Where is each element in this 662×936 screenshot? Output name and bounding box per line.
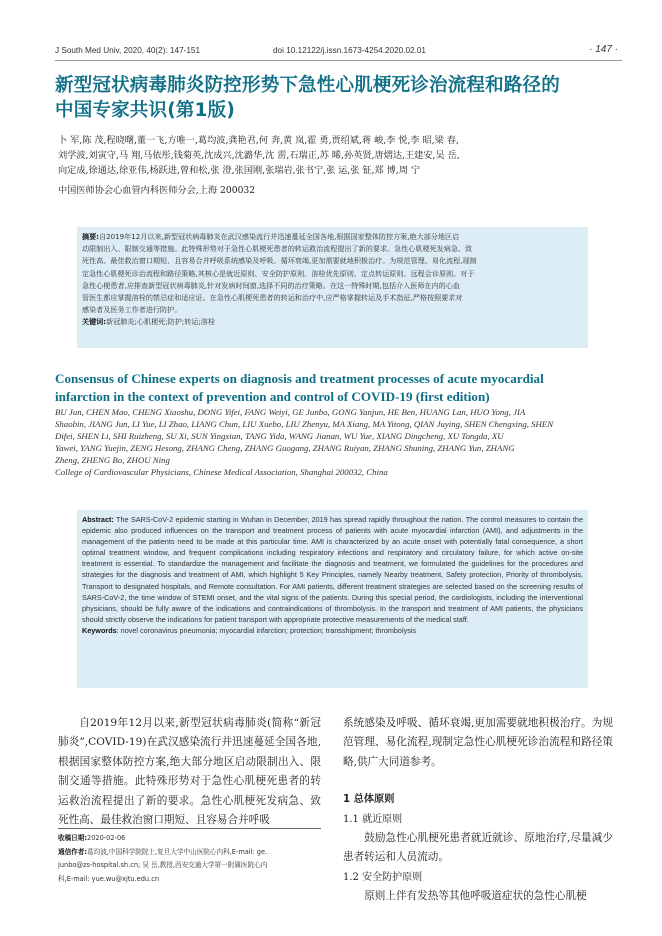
received-date: 2020-02-06 [87,834,126,842]
author-line: 刘学波,刘寅守,马 翔,马依彤,钱菊英,沈成兴,沈潞华,沈 雳,石瑞正,苏 晞,孙英贤,唐熠达,王建安,吴 岳, [58,150,460,161]
keywords-en-label: Keywords [82,625,117,635]
page-number: · 147 · [589,44,618,55]
abstract-en-label: Abstract: [82,515,114,524]
abstract-cn-box [77,227,588,348]
doi[interactable]: doi 10.12122/j.issn.1673-4254.2020.02.01 [273,46,426,55]
en-affiliation: College of Cardiovascular Physicians, Chinese Medical Association, Shanghai 200032, China [55,467,388,477]
body-paragraph: 鼓励急性心肌梗死患者就近就诊、原地治疗,尽量减少患者转运和人员流动。 [343,832,613,864]
author-line: BU Jun, CHEN Mao, CHENG Xiaoshu, DONG Yifei, FANG Weiyi, GE Junbo, GONG Yanjun, HE Ben, HUANG Lan, HUO Yong, JIA [55,407,526,417]
body-right-column [343,714,613,907]
section-heading: 1 总体原则 [343,794,395,806]
keywords-en: : novel coronavirus pneumonia; myocardial infarction; protection; transshipment; thrombolysis [116,625,417,635]
author-line: 向定成,徐通达,徐亚伟,杨跃进,曾和松,张 澄,张国刚,张瑞岩,张书宁,张 运,张 钲,郑 博,周 宁 [58,165,421,176]
author-line: 卜 军,陈 茂,程晓曙,董一飞,方唯一,葛均波,龚艳君,何 奔,黄 岚,霍 勇,贾绍斌,蒋 峻,李 悦,李 昭,梁 春, [58,135,459,146]
cn-title-line: 中国专家共识(第1版) [55,100,235,121]
author-line: Shaobin, JIANG Jun, LI Yue, LI Zhao, LIANG Chun, LIU Xuebo, LIU Zhenyu, MA Xiang, MA Yitong, QIAN Juying, SHEN Chengxing, SHEN [55,419,554,430]
body-left-column: 自2019年12月以来,新型冠状病毒肺炎(简称“新冠肺炎”,COVID-19)在武汉感染流行并迅速蔓延全国各地,根据国家整体防控方案,绝大部分地区启动限制出入、限制交通等措施。此特殊形势对于急性心肌梗死患者的转运救治流程提出了新的要求。急性心肌梗死发病急、致死性高、最佳救治窗口期短、且容易合并呼吸 [58,717,321,827]
subsection-heading: 1.2 安全防护原则 [343,871,423,883]
en-authors [55,406,627,466]
en-title-line: Consensus of Chinese experts on diagnosis and treatment processes of acute myocardial [55,371,544,386]
journal-citation: J South Med Univ, 2020, 40(2): 147-151 [55,46,201,55]
author-line: Yawei, YANG Yuejin, ZENG Hesong, ZHANG Cheng, ZHANG Guogang, ZHANG Ruiyan, ZHANG Shuning, ZHANG Yun, ZHANG [55,443,515,454]
en-title [55,370,625,406]
abstract-cn-line: 定急性心肌梗死诊治流程和路径策略,其核心是就近原则、安全防护原则、溶栓优先原则、定点转运原则、远程会诊原则。对于 [82,268,475,278]
cn-title-line: 新型冠状病毒肺炎防控形势下急性心肌梗死诊治流程和路径的 [55,75,560,96]
abstract-cn-label: 摘要: [82,232,100,241]
keywords-cn-label: 关键词: [82,317,107,327]
subsection-heading: 1.1 就近原则 [343,813,403,825]
author-line: Zheng, ZHENG Bo, ZHOU Ning [55,455,170,466]
footnote [58,832,321,886]
received-label: 收稿日期: [58,834,88,842]
abstract-en-box [77,510,588,688]
en-title-line: infarction in the context of prevention and control of COVID-19 (first edition) [55,389,490,404]
body-paragraph: 原则上伴有发热等其他呼吸道症状的急性心肌梗 [364,890,587,903]
cn-affiliation: 中国医师协会心血管内科医师分会,上海 200032 [58,185,256,196]
abstract-cn-line: 自2019年12月以来,新型冠状病毒肺炎在武汉感染流行并迅速蔓延全国各地,根据国家整体防控方案,绝大部分地区启 [99,232,460,241]
correspondence-line: 葛均波,中国科学院院士,复旦大学中山医院心内科,E-mail: ge. [87,847,268,856]
header-rule [55,60,622,61]
footnote-rule [58,828,321,829]
abstract-cn-line: 管医生都应掌握溶栓的禁忌症和适应证。在急性心肌梗死患者的转运和治疗中,应严格掌握转运及手术指征,严格按照要求对 [82,293,463,303]
abstract-en-text: The SARS-CoV-2 epidemic starting in Wuhan in December, 2019 has spread rapidly throughout the nation. The control measures to contain the epidemic also produced influences on the transport and treatment process of patients with acute myocardial infarction (AMI), and adjustments in the management of the patients need to be made at this particular time. AMI is characterized by an acute onset with potentially fatal consequence, a short optimal treatment window, and frequent complications including respiratory infections and respiratory and circulatory failure, for which active on-site treatment is essential. To standardize the management and facilitate the diagnosis and treatment, we formulated the guidelines for the procedures and strategies for the diagnosis and treatment of AMI, which highlight 5 Key Principles, namely Nearby treatment, Safety protection, Priority of thrombolysis, Transport to designated hospitals, and Remote consultation. For AMI patients, different treatment strategies are selected based on the screening results of SARS-CoV-2, the time window of STEMI onset, and the vital signs of the patients. During this special period, the cardiologists, including the interventional physicians, should be fully aware of the indications and contraindications of thrombolysis. In the transport and treatment of AMI patients, the physicians should strictly observe the indications for patient transport with appropriate protective measurements of the medical staff. [82,515,583,624]
body-paragraph: 系统感染及呼吸、循环衰竭,更加需要就地积极治疗。为规范管理、易化流程,现制定急性心肌梗死诊治流程和路径策略,供广大同道参考。 [343,717,613,768]
keywords-cn: 新冠肺炎;心肌梗死;防护;转运;溶栓 [106,317,215,327]
correspondence-line: 科,E-mail: yue.wu@xjtu.edu.cn [58,874,159,883]
abstract-cn-line: 急性心梗患者,应排查新型冠状病毒肺炎,针对发病时间窗,选择不同的治疗策略。在这一特殊时期,包括介入医师在内的心血 [82,280,460,290]
author-line: Difei, SHEN Li, SHI Ruizheng, SU Xi, SUN Yingxian, TANG Yida, WANG Jianan, WU Yue, XIANG Dingcheng, XU Tongda, XU [55,431,504,442]
cn-title [55,73,625,123]
correspondence-label: 通信作者: [58,847,88,856]
running-header [55,44,622,60]
abstract-cn-line: 动限制出入、限制交通等措施。此特殊形势对于急性心肌梗死患者的转运救治流程提出了新的要求。急性心肌梗死发病急、致 [82,244,473,254]
abstract-cn-line: 死性高、最佳救治窗口期短、且容易合并呼吸系统感染及呼吸、循环衰竭,更加需要就地积极治疗。为规范管理、易化流程,现制 [82,256,477,266]
abstract-cn-line: 感染者及医务工作者进行防护。 [82,305,182,315]
cn-authors [58,133,618,178]
correspondence-line: junbo@zs-hospital.sh.cn; 吴 岳,教授,西安交通大学第一附属医院心内 [58,861,268,870]
